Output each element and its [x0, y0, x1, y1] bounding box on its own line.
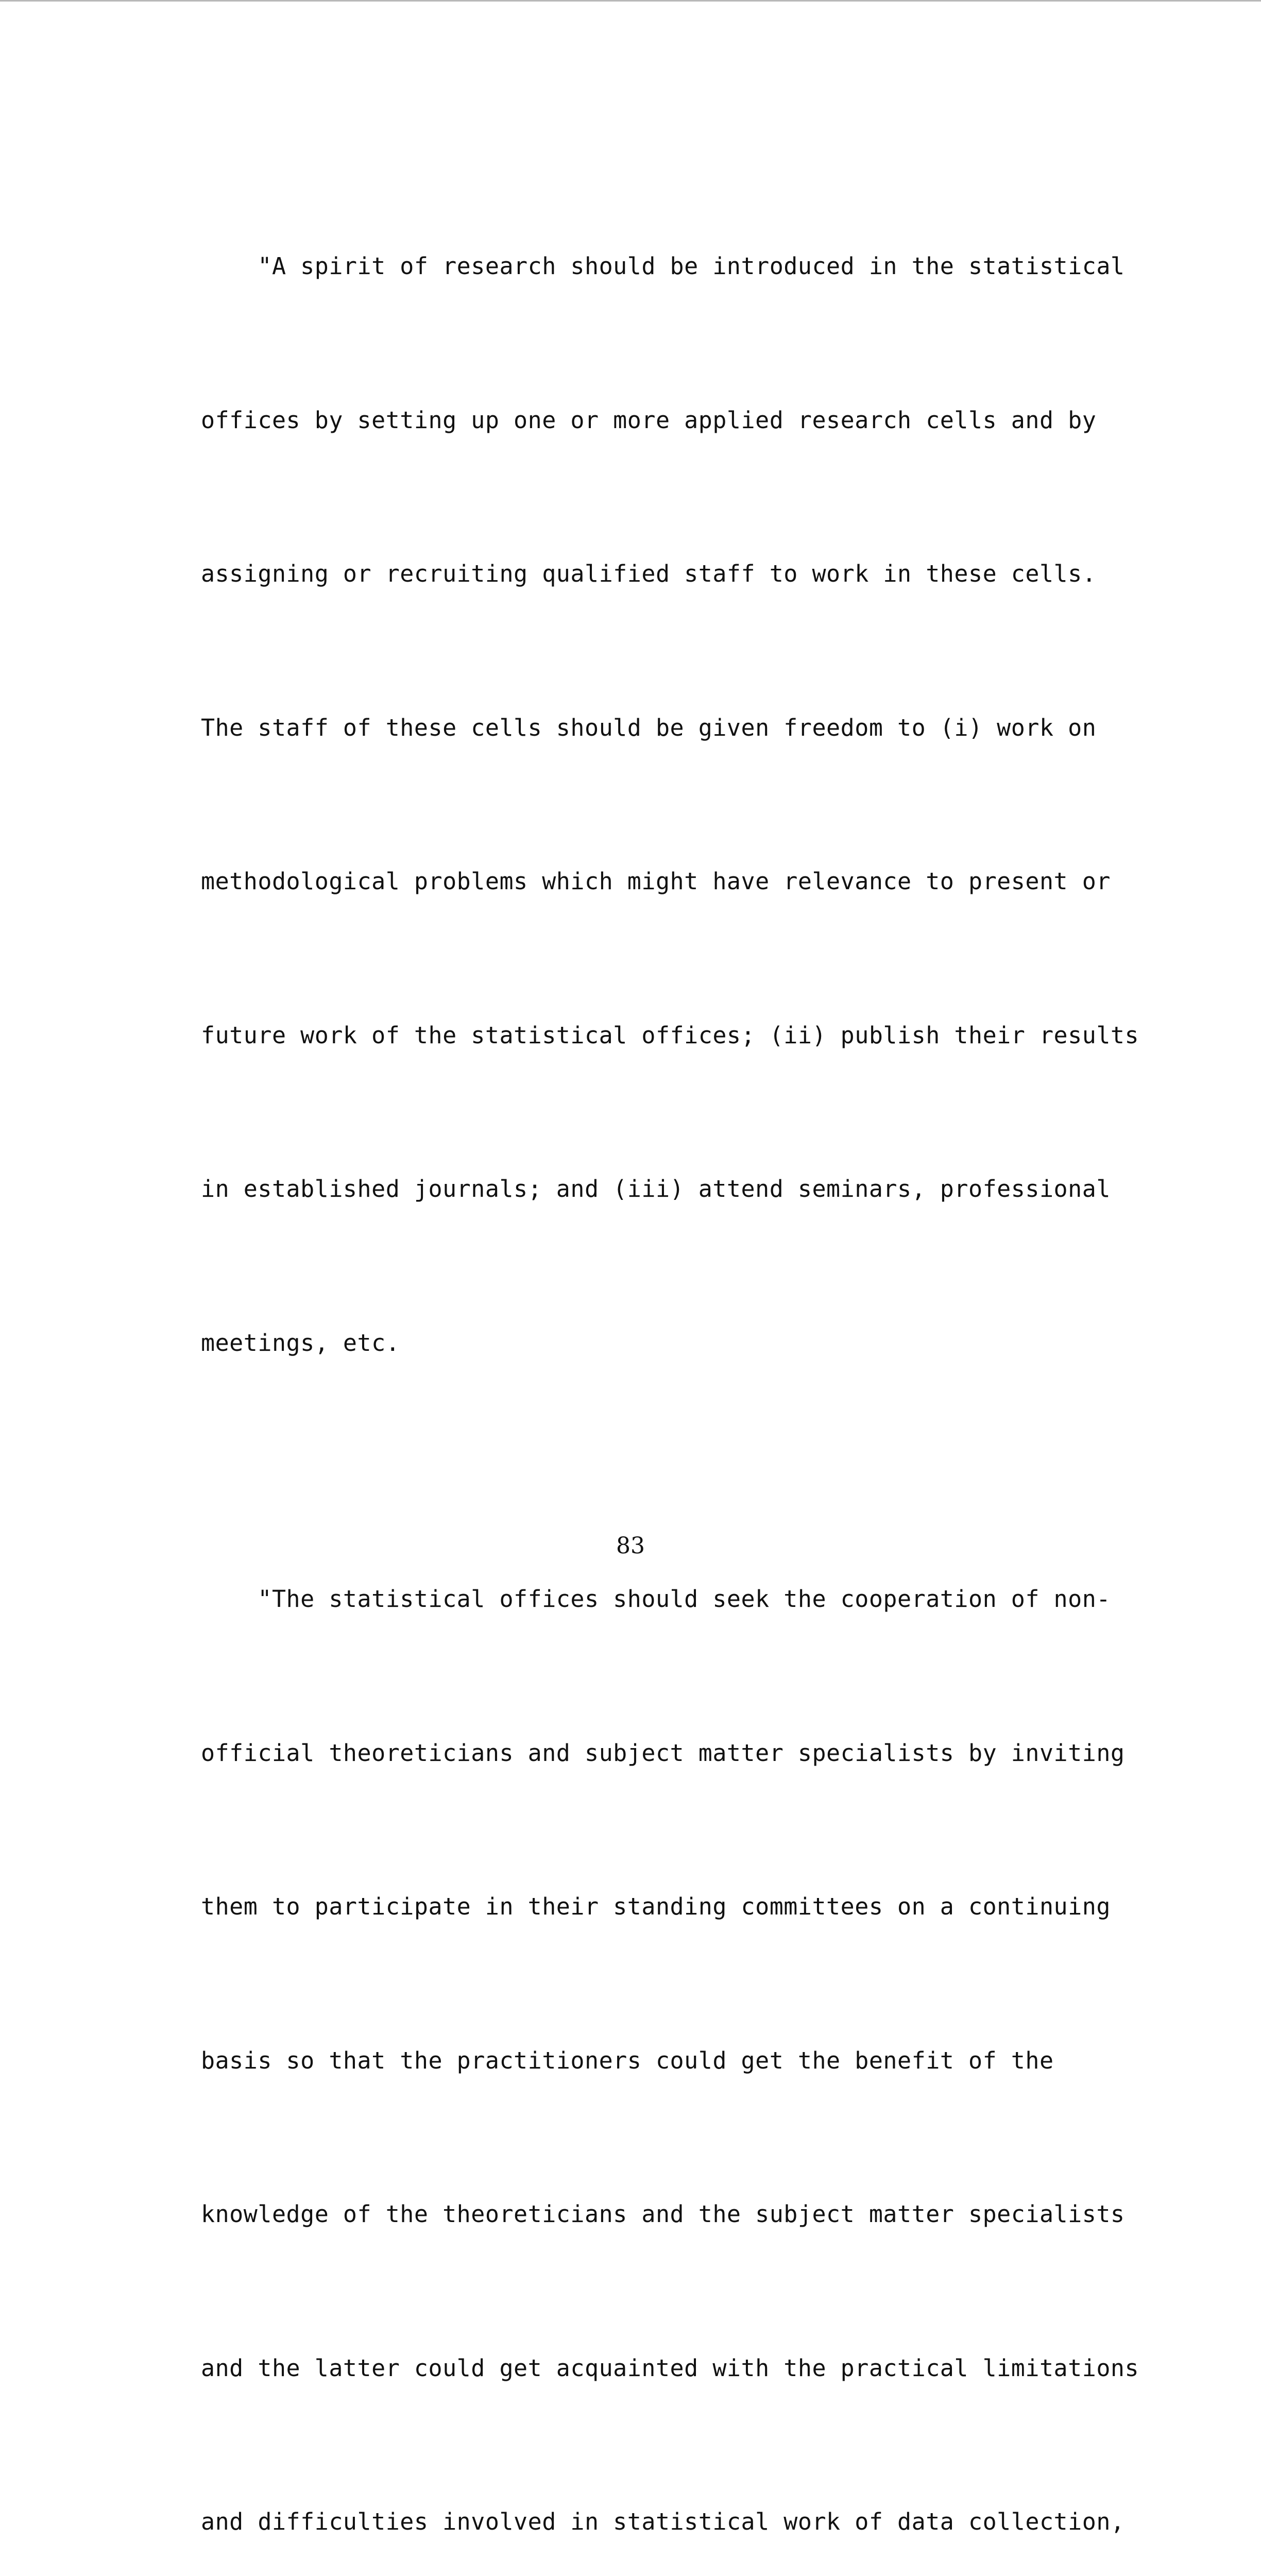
paragraph-cooperation [201, 1471, 1139, 2576]
text-line: them to participate in their standing committees on a continuing [201, 1893, 1111, 1920]
text-line: and difficulties involved in statistical work of data collection, [201, 2508, 1125, 2535]
document-body [201, 138, 1139, 2576]
text-line: The staff of these cells should be given freedom to (i) work on [201, 714, 1097, 741]
text-line: assigning or recruiting qualified staff to work in these cells. [201, 560, 1097, 587]
text-line: offices by setting up one or more applied research cells and by [201, 406, 1097, 434]
text-line: and the latter could get acquainted with the practical limitations [201, 2354, 1139, 2382]
text-line: "The statistical offices should seek the cooperation of non- [201, 1585, 1111, 1613]
text-line: meetings, etc. [201, 1329, 400, 1357]
text-line: basis so that the practitioners could get the benefit of the [201, 2046, 1054, 2074]
text-line: "A spirit of research should be introduced in the statistical [201, 252, 1125, 280]
paragraph-research-cells [201, 138, 1139, 1471]
text-line: in established journals; and (iii) attend seminars, professional [201, 1175, 1111, 1202]
text-line: future work of the statistical offices; (ii) publish their results [201, 1021, 1139, 1049]
text-line: methodological problems which might have relevance to present or [201, 868, 1111, 895]
page-number: 83 [616, 1533, 645, 1559]
text-line: knowledge of the theoreticians and the subject matter specialists [201, 2200, 1125, 2228]
top-border-rule [0, 0, 1261, 2]
text-line: official theoreticians and subject matter specialists by inviting [201, 1739, 1125, 1767]
